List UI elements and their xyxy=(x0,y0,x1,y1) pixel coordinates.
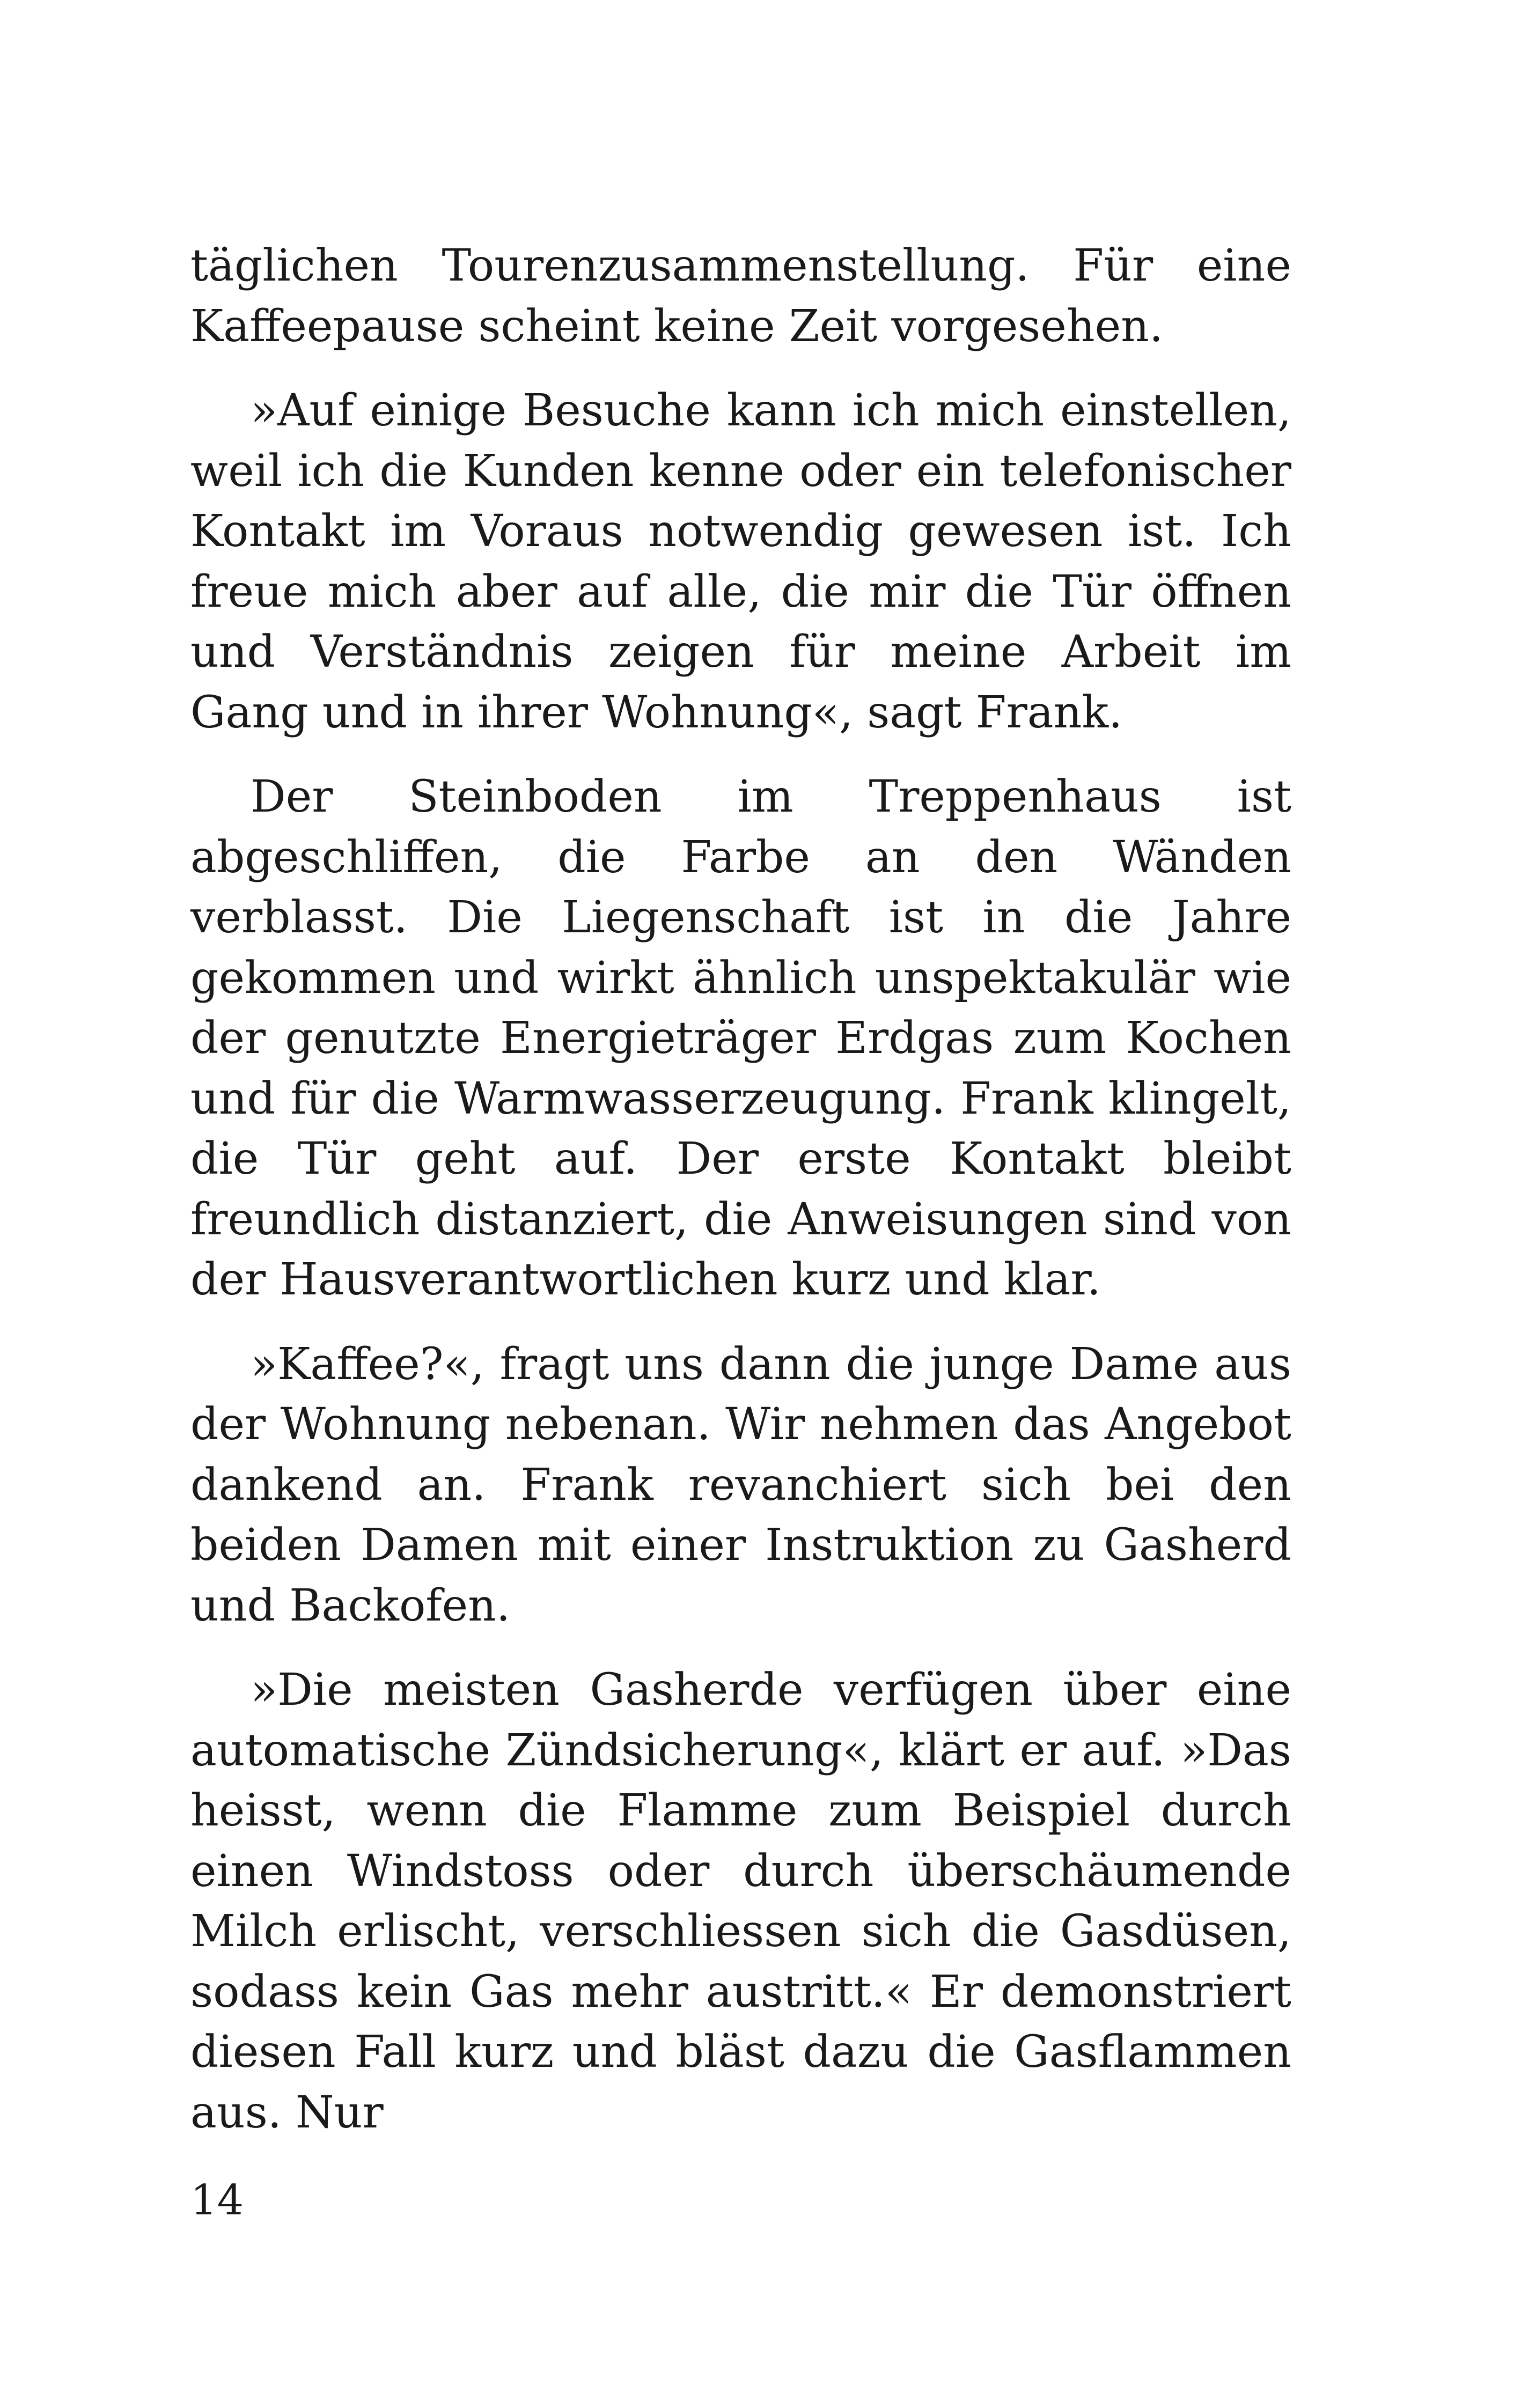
paragraph-4: »Kaffee?«, fragt uns dann die junge Dame aus der Wohnung nebenan. Wir nehmen das Angebot dankend an. Frank revanchiert sich bei den beiden Damen mit einer Instruktion zu Gasherd und Backofen. xyxy=(190,1338,1291,1631)
paragraph-5: »Die meisten Gasherde verfügen über eine automatische Zündsicherung«, klärt er auf. »Das heisst, wenn die Flamme zum Beispiel durch einen Windstoss oder durch überschäumende Milch erlischt, verschliessen sich die Gasdüsen, sodass kein Gas mehr austritt.« Er demonstriert diesen Fall kurz und bläst dazu die Gasflammen aus. Nur xyxy=(190,1665,1291,2138)
body-text xyxy=(190,236,1291,2167)
paragraph-2: »Auf einige Besuche kann ich mich einstellen, weil ich die Kunden kenne oder ein telefonischer Kontakt im Voraus notwendig gewesen ist. Ich freue mich aber auf alle, die mir die Tür öffnen und Verständnis zeigen für meine Arbeit im Gang und in ihrer Wohnung«, sagt Frank. xyxy=(190,385,1291,738)
paragraph-1: täglichen Tourenzusammenstellung. Für eine Kaffeepause scheint keine Zeit vorgesehen. xyxy=(190,240,1291,352)
paragraph-3: Der Steinboden im Treppenhaus ist abgeschliffen, die Farbe an den Wänden verblasst. Die Liegenschaft ist in die Jahre gekommen und wirkt ähnlich unspektakulär wie der genutzte Energieträger Erdgas zum Kochen und für die Warmwasserzeugung. Frank klingelt, die Tür geht auf. Der erste Kontakt bleibt freundlich distanziert, die Anweisungen sind von der Hausverantwortlichen kurz und klar. xyxy=(190,771,1291,1305)
page-number: 14 xyxy=(190,2176,244,2225)
